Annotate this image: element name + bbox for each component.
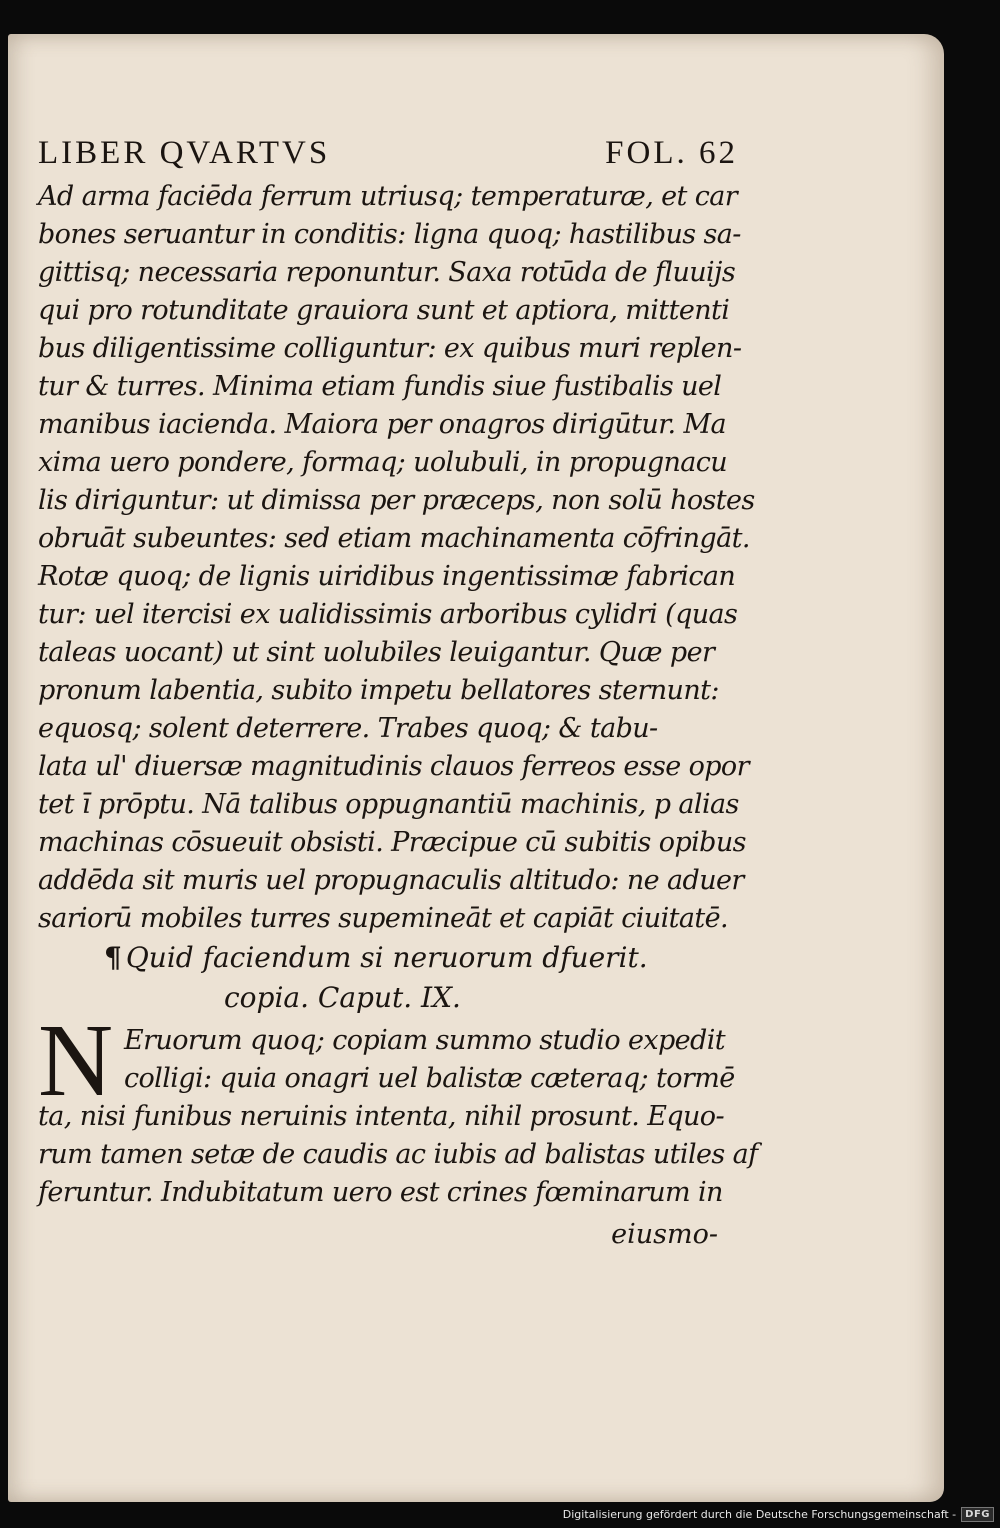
text-line: taleas uocant) ut sint uolubiles leuigantur. Quæ per	[38, 637, 715, 668]
chapter-heading-text: Quid faciendum si neruorum dfuerit.	[125, 941, 648, 974]
chapter-text	[38, 1003, 758, 1254]
text-line: sariorū mobiles turres supemineāt et capiāt ciuitatē.	[38, 903, 728, 934]
chapter-heading-line	[38, 938, 738, 978]
text-line: feruntur. Indubitatum uero est crines fœminarum in	[38, 1177, 723, 1208]
dfg-logo: DFG	[961, 1507, 994, 1522]
folio-number: FOL. 62	[605, 135, 738, 171]
drop-cap-initial: N	[38, 1003, 114, 1118]
text-line: bus diligentissime colliguntur: ex quibus muri replen-	[38, 333, 742, 364]
text-line: gittisq; necessaria reponuntur. Saxa rotūda de fluuijs	[38, 257, 736, 288]
text-line: xima uero pondere, formaq; uolubuli, in propugnacu	[38, 447, 728, 478]
funding-footer	[563, 1504, 994, 1524]
chapter-heading-line: copia. Caput. IX.	[224, 981, 461, 1014]
running-head	[38, 134, 738, 172]
text-block	[38, 134, 758, 1254]
pilcrow-mark: ¶	[104, 941, 122, 974]
text-line: ta, nisi funibus neruinis intenta, nihil prosunt. Equo-	[38, 1101, 724, 1132]
text-line: tur: uel itercisi ex ualidissimis arboribus cylidri (quas	[38, 599, 738, 630]
text-line: machinas cōsueuit obsisti. Præcipue cū subitis opibus	[38, 827, 746, 858]
running-head-title: LIBER QVARTVS	[38, 135, 331, 171]
text-line: tur & turres. Minima etiam fundis siue fustibalis uel	[38, 371, 722, 402]
text-line: manibus iacienda. Maiora per onagros dirigūtur. Ma	[38, 409, 727, 440]
text-line: equosq; solent deterrere. Trabes quoq; & tabu-	[38, 713, 658, 744]
funding-notice: Digitalisierung gefördert durch die Deutsche Forschungsgemeinschaft -	[562, 1507, 957, 1521]
text-line: pronum labentia, subito impetu bellatores sternunt:	[38, 675, 719, 706]
text-line: Eruorum quoq; copiam summo studio expedit	[124, 1025, 725, 1056]
text-line: Ad arma faciēda ferrum utriusq; temperaturæ, et car	[38, 181, 738, 212]
text-line: lis diriguntur: ut dimissa per præceps, non solū hostes	[38, 485, 755, 516]
text-line: Rotæ quoq; de lignis uiridibus ingentissimæ fabrican	[38, 561, 736, 592]
text-line: qui pro rotunditate grauiora sunt et aptiora, mittenti	[38, 295, 730, 326]
text-line: bones seruantur in conditis: ligna quoq; hastilibus sa-	[38, 219, 741, 250]
text-line: obruāt subeuntes: sed etiam machinamenta cōfringāt.	[38, 523, 750, 554]
text-line: rum tamen setæ de caudis ac iubis ad balistas utiles af	[38, 1139, 758, 1170]
text-line: addēda sit muris uel propugnaculis altitudo: ne aduer	[38, 865, 744, 896]
text-line: tet ī prōptu. Nā talibus oppugnantiū machinis, p alias	[38, 789, 739, 820]
body-text	[38, 178, 755, 938]
text-line: lata ul' diuersæ magnitudinis clauos ferreos esse opor	[38, 751, 749, 782]
chapter-heading	[38, 938, 738, 1018]
catchword: eiusmo-	[611, 1219, 718, 1250]
text-line: colligi: quia onagri uel balistæ cæteraq; tormē	[124, 1063, 735, 1094]
book-page	[8, 34, 944, 1502]
